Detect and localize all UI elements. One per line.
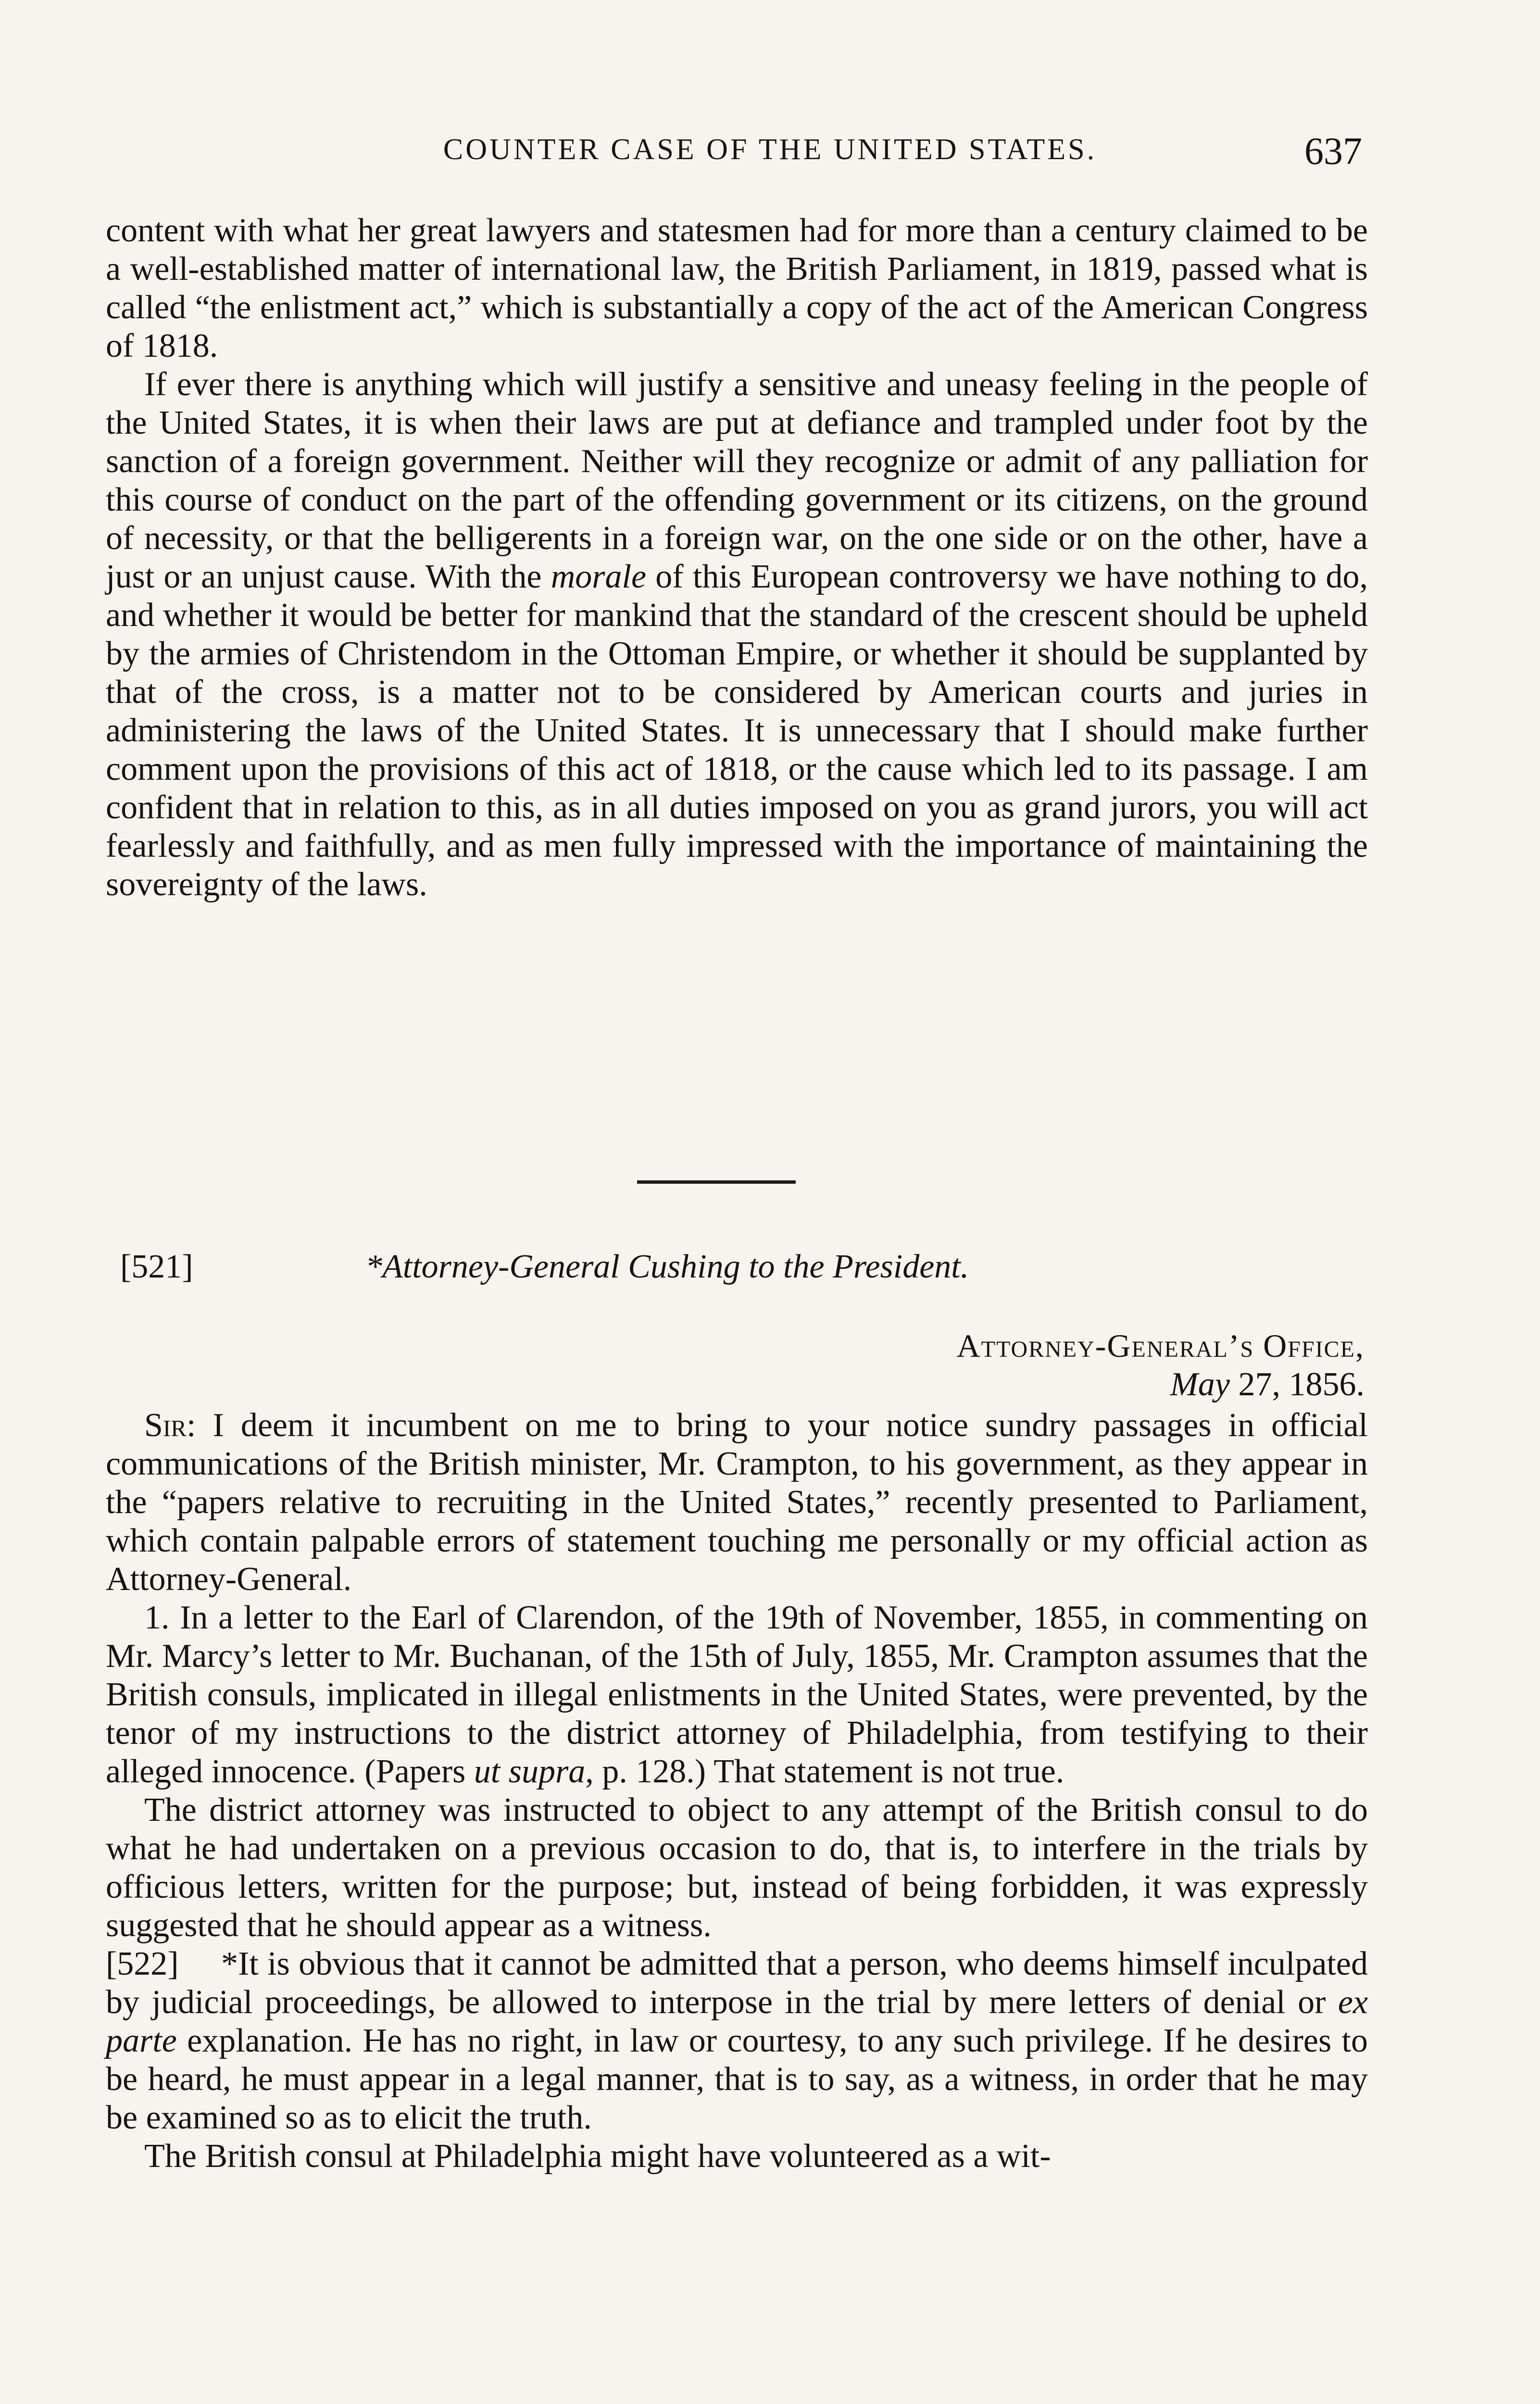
paragraph-text: : I deem it incumbent on me to bring to your notice sundry passages in official communications of the British minister, Mr. Crampton, to his government, as they appear in the “papers relative to recruiting in the United States,” recently presented to Parliament, which contain palpable errors of statement touching me personally or my official action as Attorney-General. xyxy=(106,1407,1368,1598)
paragraph-text: of this European controversy we have nothing to do, and whether it would be better for mankind that the standard of the crescent should be upheld by the armies of Christendom in the Ottoman Empire, or whether it should be supplanted by that of the cross, is a matter not to be considered by American courts and juries in administering the laws of the United States. It is unnecessary that I should make further comment upon the provisions of this act of 1818, or the cause which led to its passage. I am confident that in relation to this, as in all duties imposed on you as grand jurors, you will act fearlessly and faithfully, and as men fully impressed with the importance of maintaining the sovereignty of the laws. xyxy=(106,558,1368,903)
paragraph-text: , p. 128.) That statement is not true. xyxy=(585,1753,1064,1790)
paragraph-inculpated xyxy=(106,1945,1368,2137)
paragraph-enlistment xyxy=(106,365,1368,904)
continued-paragraph: content with what her great lawyers and statesmen had for more than a century claimed to be a well-established matter of international law, the British Parliament, in 1819, passed what is called “the enlistment act,” which is substantially a copy of the act of the American Congress of 1818. xyxy=(106,212,1368,364)
page-marker: [521] xyxy=(120,1248,193,1285)
paragraph-salutation xyxy=(106,1406,1368,1599)
paragraph-text: If ever there is anything which will justify a sensitive and uneasy feeling in the people of the United States, it is when their laws are put at defiance and trampled under foot by the sanction of a foreign government. Neither will they recognize or admit of any palliation for this course of conduct on the part of the offending government or its citizens, on the ground of necessity, or that the belligerents in a foreign war, on the one side or on the other, have a just or an unjust cause. With the xyxy=(106,366,1368,595)
paragraph-consul: The British consul at Philadelphia might have volunteered as a wit- xyxy=(144,2138,1051,2175)
letter-heading xyxy=(106,1248,1368,1291)
letter-date xyxy=(1170,1365,1365,1404)
running-head xyxy=(0,130,1540,178)
italic-term: ex parte xyxy=(106,1984,1368,2059)
page-marker: [522] xyxy=(106,1945,179,1982)
italic-term: ut supra xyxy=(474,1753,586,1790)
page-number: 637 xyxy=(1304,130,1362,173)
date-month: May xyxy=(1170,1366,1230,1403)
letter-place xyxy=(957,1327,1365,1365)
section-divider xyxy=(637,1180,796,1184)
italic-term: morale xyxy=(551,558,647,595)
paragraph-clarendon xyxy=(106,1599,1368,1791)
paragraph-text: 1. In a letter to the Earl of Clarendon, of the 19th of November, 1855, in commenting on Mr. Marcy’s letter to Mr. Buchanan, of the 15th of July, 1855, Mr. Crampton assumes that the British consuls, implicated in illegal enlistments in the United States, were prevented, by the tenor of my instructions to the district attorney of Philadelphia, from testifying to their alleged innocence. (Papers xyxy=(106,1599,1368,1790)
paragraph-text: *It is obvious that it cannot be admitted that a person, who deems himself inculpated by judicial proceedings, be allowed to interpose in the trial by mere letters of denial or xyxy=(106,1945,1368,2021)
running-title: COUNTER CASE OF THE UNITED STATES. xyxy=(443,133,1097,166)
office-name: Attorney-General’s Office, xyxy=(956,1327,1365,1364)
body-text-top xyxy=(106,212,1368,904)
letter-title: *Attorney-General Cushing to the President. xyxy=(365,1248,969,1285)
paragraph-district-attorney: The district attorney was instructed to object to any attempt of the British consul to do what he had undertaken on a previous occasion to do, that is, to interfere in the trials by officious letters, written for the purpose; but, instead of being forbidden, it was expressly suggested that he should appear as a witness. xyxy=(106,1791,1368,1944)
date-rest: 27, 1856. xyxy=(1230,1366,1365,1403)
paragraph-text: explanation. He has no right, in law or courtesy, to any such privilege. If he desires to be heard, he must appear in a legal manner, that is to say, as a witness, in order that he may be examined so as to elicit the truth. xyxy=(106,2022,1368,2136)
salutation: Sir xyxy=(144,1407,187,1444)
letter-body xyxy=(106,1406,1368,2176)
